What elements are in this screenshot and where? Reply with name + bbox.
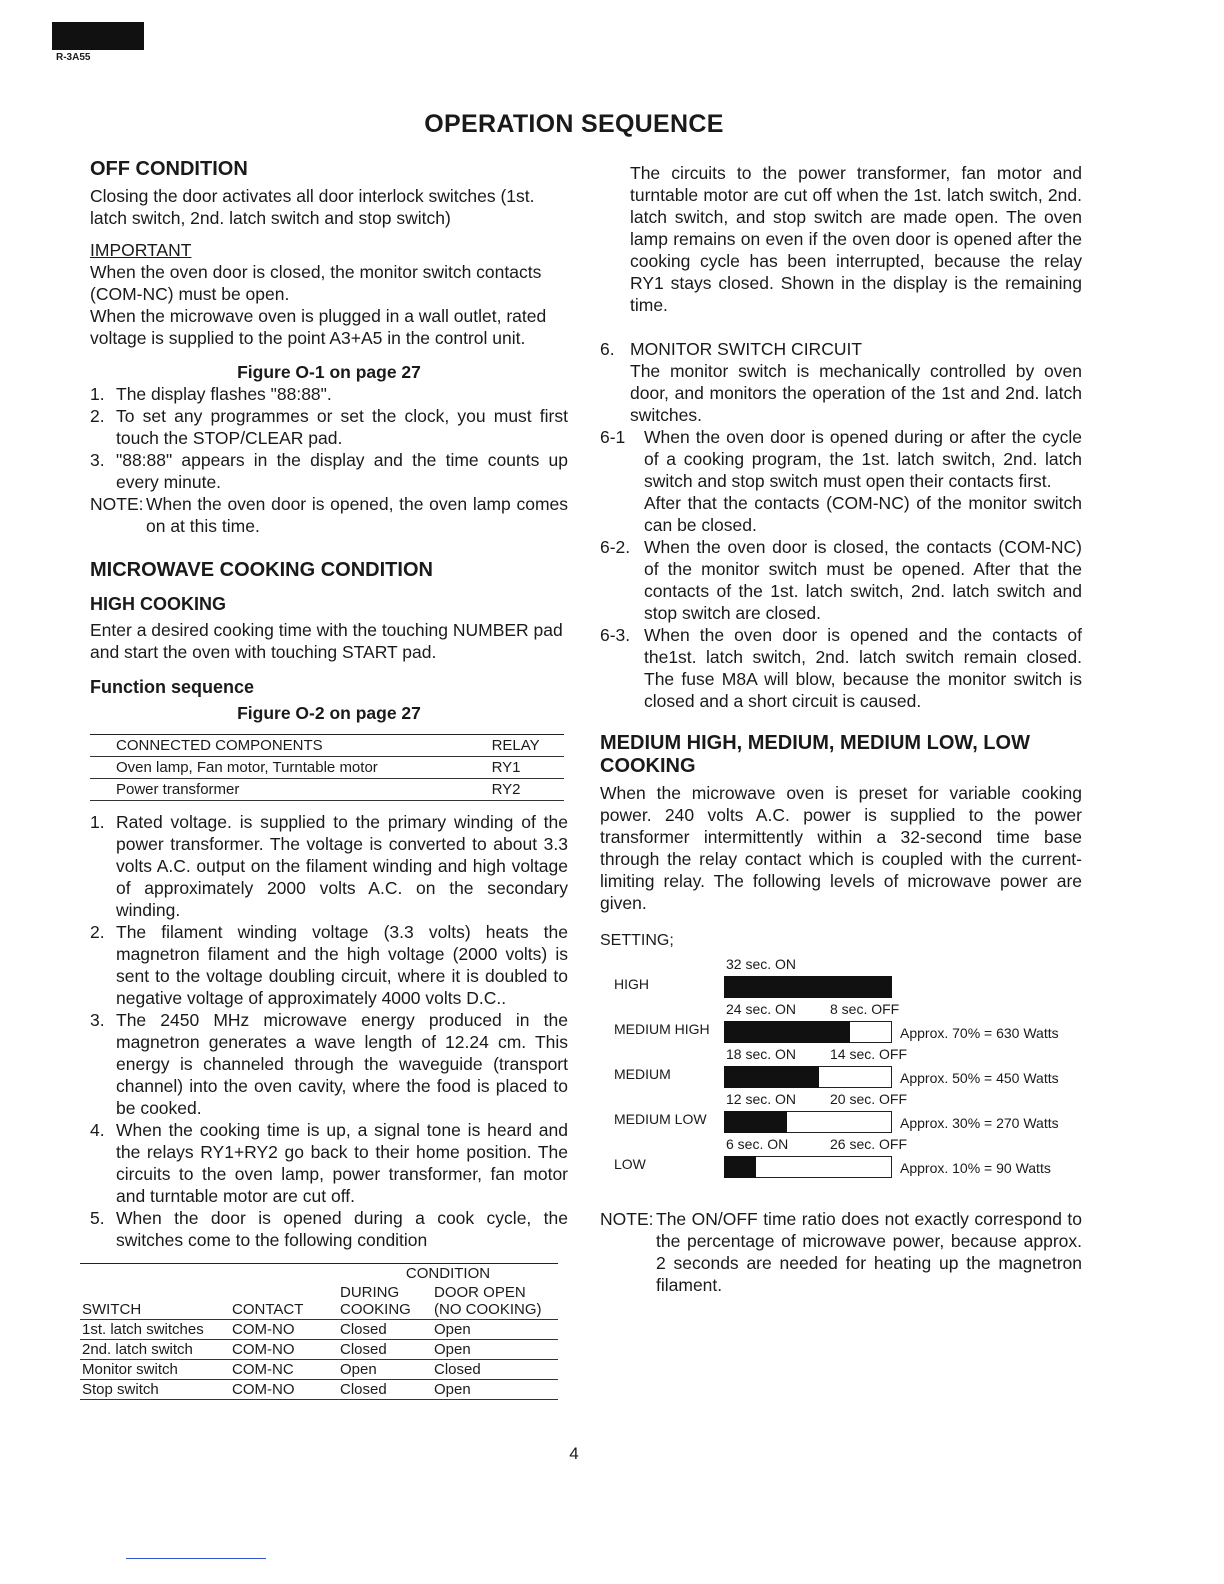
setting-name: LOW [614,1156,646,1172]
table-row: Oven lamp, Fan motor, Turntable motor RY1 [90,757,564,779]
list-item: 1. Rated voltage. is supplied to the primary winding of the power transformer. The voltage is converted to about 3.3 volts A.C. output on the filament winding and high voltage of approximately 2000 volts A.C. on the secondary winding. [90,812,568,920]
relay-table [90,734,564,801]
setting-name: HIGH [614,976,649,992]
monitor-sub-steps [600,426,1082,712]
list-item: 6-3. When the oven door is opened and the contacts of the1st. latch switch, 2nd. latch switch remain closed. The fuse M8A will blow, because the monitor switch is closed and a short circuit is caused. [600,625,1082,711]
list-item: 4. When the cooking time is up, a signal tone is heard and the relays RY1+RY2 go back to their home position. The circuits to the oven lamp, power transformer, fan motor and turntable motor are cut off. [90,1120,568,1206]
list-item: 2. The filament winding voltage (3.3 volts) heats the magnetron filament and the high voltage (2000 volts) is sent to the voltage doubling circuit, where it is doubled to negative voltage of approximately 4000 volts D.C.. [90,922,568,1008]
list-item: 6-2. When the oven door is closed, the contacts (COM-NC) of the monitor switch must be opened. After that the contacts of the 1st. latch switch, 2nd. latch switch and stop switch are closed. [600,537,1082,623]
list-item: After that the contacts (COM-NC) of the monitor switch can be closed. [644,493,1082,535]
power-setting-row [600,1091,1082,1135]
monitor-heading: MONITOR SWITCH CIRCUIT [630,339,863,359]
setting-on-bar [724,1066,819,1088]
right-intro: The circuits to the power transformer, fan motor and turntable motor are cut off when the 1st. latch switch, 2nd. latch switch, and stop switch are made open. The oven lamp remains on even if the oven door is opened after the cooking cycle has been interrupted, because the relay RY1 stays closed. Shown in the display is the remaining time. [630,163,1082,315]
high-cooking-heading: HIGH COOKING [90,594,227,614]
figure-o1-ref: Figure O-1 on page 27 [237,362,421,382]
setting-label: SETTING; [600,932,674,949]
switch-condition-table [80,1263,558,1400]
setting-name: MEDIUM [614,1066,671,1082]
page-number: 4 [569,1444,579,1463]
setting-on-time: 6 sec. ON [726,1136,789,1152]
high-cooking-text-2: and start the oven with touching START pad. [90,642,437,662]
page-title: OPERATION SEQUENCE [424,110,724,138]
setting-name: MEDIUM HIGH [614,1021,710,1037]
table-header-row: SWITCH CONTACT DURING COOKING DOOR OPEN (NO COOKING) [80,1283,558,1320]
off-condition-steps [90,383,568,493]
table-row: Power transformer RY2 [90,779,564,801]
condition-label: CONDITION [405,1265,491,1282]
setting-approx-power: Approx. 70% = 630 Watts [900,1025,1059,1041]
setting-on-time: 12 sec. ON [726,1091,797,1107]
setting-on-bar [724,1156,756,1178]
power-setting-row [600,1136,1082,1180]
setting-approx-power: Approx. 10% = 90 Watts [900,1160,1051,1176]
table-header-row [80,1264,558,1284]
setting-on-bar [724,1111,787,1133]
power-setting-row [600,956,1082,1000]
table-row: 1st. latch switches COM-NO Closed Open [80,1320,558,1340]
figure-o2-ref: Figure O-2 on page 27 [237,703,421,723]
setting-on-time: 24 sec. ON [726,1001,797,1017]
table-row: Stop switch COM-NO Closed Open [80,1380,558,1400]
power-settings-diagram [600,956,1082,1192]
table-header-row: CONNECTED COMPONENTS RELAY [90,735,564,757]
table-row: 2nd. latch switch COM-NO Closed Open [80,1340,558,1360]
power-setting-row [600,1046,1082,1090]
model-code: R-3A55 [56,52,91,63]
list-item: 3. "88:88" appears in the display and the time counts up every minute. [90,450,568,492]
table-row: Monitor switch COM-NC Open Closed [80,1360,558,1380]
setting-approx-power: Approx. 30% = 270 Watts [900,1115,1059,1131]
setting-on-time: 32 sec. ON [726,956,797,972]
setting-off-time: 26 sec. OFF [830,1136,908,1152]
list-item: 3. The 2450 MHz microwave energy produced in the magnetron generates a wave length of 12.24 cm. This energy is channeled through the waveguide (transport channel) into the oven cavity, where the food is placed to be cooked. [90,1010,568,1118]
function-sequence-heading: Function sequence [90,677,255,697]
left-column [82,158,568,1400]
setting-off-time: 8 sec. OFF [830,1001,900,1017]
important-text-2: When the microwave oven is plugged in a wall outlet, rated voltage is supplied to the point A3+A5 in the control unit. [90,306,547,348]
cooking-steps [90,811,568,1251]
monitor-heading-row: 6. MONITOR SWITCH CIRCUIT [600,338,1082,360]
monitor-text: The monitor switch is mechanically controlled by oven door, and monitors the operation of the 1st and 2nd. latch switches. [630,361,1082,425]
model-black-block [52,22,144,50]
monitor-section [600,338,1082,360]
setting-approx-power: Approx. 50% = 450 Watts [900,1070,1059,1086]
important-text-1: When the oven door is closed, the monitor switch contacts (COM-NC) must be open. [90,262,542,304]
power-setting-row [600,1001,1082,1045]
setting-on-time: 18 sec. ON [726,1046,797,1062]
setting-on-bar [724,1021,850,1043]
variable-note: NOTE: The ON/OFF time ratio does not exactly correspond to the percentage of microwave power, because approx. 2 seconds are needed for heating up the magnetron filament. [600,1209,1082,1295]
important-label: IMPORTANT [90,240,192,260]
setting-off-time: 14 sec. OFF [830,1046,908,1062]
variable-cooking-heading: MEDIUM HIGH, MEDIUM, MEDIUM LOW, LOW COOKING [600,732,1030,777]
right-column [600,162,1082,1296]
microwave-heading: MICROWAVE COOKING CONDITION [90,559,433,581]
high-cooking-text-1: Enter a desired cooking time with the touching NUMBER pad [90,620,563,640]
setting-off-time: 20 sec. OFF [830,1091,908,1107]
setting-name: MEDIUM LOW [614,1111,707,1127]
list-item: 6-1 When the oven door is opened during or after the cycle of a cooking program, the 1st. latch switch, 2nd. latch switch and stop switch must open their contacts first. [600,427,1082,491]
list-item: 2. To set any programmes or set the clock, you must first touch the STOP/CLEAR pad. [90,406,568,448]
off-condition-intro: Closing the door activates all door interlock switches (1st. latch switch, 2nd. latch switch and stop switch) [90,186,535,228]
off-condition-note: NOTE: When the oven door is opened, the oven lamp comes on at this time. [90,494,568,536]
bottom-divider [126,1558,266,1559]
variable-cooking-text: When the microwave oven is preset for variable cooking power. 240 volts A.C. power is supplied to the power transformer intermittently within a 32-second time base through the relay contact which is coupled with the current-limiting relay. The following levels of microwave power are given. [600,783,1082,913]
off-condition-heading: OFF CONDITION [90,158,248,180]
list-item: 5. When the door is opened during a cook cycle, the switches come to the following condition [90,1208,568,1250]
setting-on-bar [724,976,892,998]
list-item: 1. The display flashes "88:88". [90,384,332,404]
